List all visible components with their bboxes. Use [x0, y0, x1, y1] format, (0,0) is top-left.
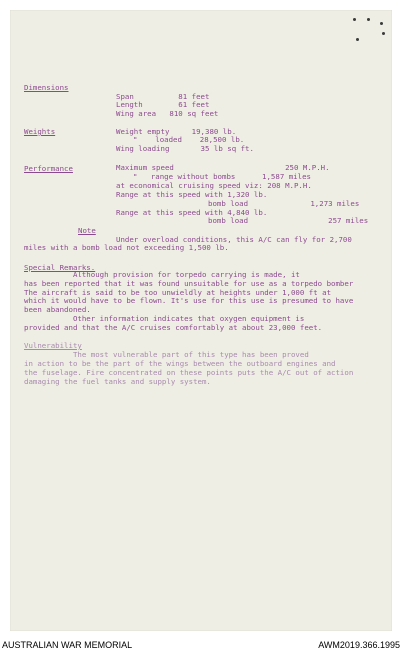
performance-economical: at economical cruising speed viz: 208 M.P.H.: [116, 181, 312, 190]
vulnerability-line: The most vulnerable part of this type has been proved: [24, 350, 309, 359]
special-remarks-line: provided and that the A/C cruises comfortably at about 23,000 feet.: [24, 323, 323, 332]
punch-hole: [353, 18, 356, 21]
performance-heading: Performance: [24, 164, 73, 173]
performance-bomb-load-1: bomb load 1,273 miles: [208, 199, 360, 208]
note-line-1: Under overload conditions, this A/C can fly for 2,700: [116, 235, 352, 244]
performance-max-speed: Maximum speed 250 M.P.H.: [116, 163, 330, 172]
performance-bomb-load-2: bomb load 257 miles: [208, 216, 369, 225]
special-remarks-line: been abandoned.: [24, 305, 91, 314]
vulnerability-heading: Vulnerability: [24, 341, 82, 350]
dimensions-length: Length 61 feet: [116, 100, 210, 109]
weights-loaded: " loaded 28,500 lb.: [133, 135, 245, 144]
performance-range-no-bombs: " range without bombs 1,587 miles: [133, 172, 311, 181]
punch-hole: [382, 32, 385, 35]
dimensions-heading: Dimensions: [24, 83, 69, 92]
special-remarks-line: Although provision for torpedo carrying is made, it: [24, 270, 300, 279]
performance-range-4840: Range at this speed with 4,840 lb.: [116, 208, 268, 217]
vulnerability-line: damaging the fuel tanks and supply system.: [24, 377, 211, 386]
weights-heading: Weights: [24, 127, 56, 136]
dimensions-span: Span 81 feet: [116, 92, 210, 101]
dimensions-wing-area: Wing area 810 sq feet: [116, 109, 219, 118]
punch-hole: [356, 38, 359, 41]
special-remarks-line: has been reported that it was found unsuitable for use as a torpedo bomber: [24, 279, 354, 288]
punch-hole: [380, 22, 383, 25]
footer-accession-number: AWM2019.366.1995: [318, 640, 400, 650]
punch-hole: [367, 18, 370, 21]
note-line-2: miles with a bomb load not exceeding 1,500 lb.: [24, 243, 229, 252]
performance-range-1320: Range at this speed with 1,320 lb.: [116, 190, 268, 199]
special-remarks-heading: Special Remarks.: [24, 263, 96, 272]
special-remarks-line: which it would have to be flown. It's use for this use is presumed to have: [24, 296, 354, 305]
footer-credit: AUSTRALIAN WAR MEMORIAL: [2, 640, 133, 650]
weights-wing-loading: Wing loading 35 lb sq ft.: [116, 144, 254, 153]
weights-empty: Weight empty 19,380 lb.: [116, 127, 237, 136]
special-remarks-line: The aircraft is said to be too unwieldly at heights under 1,000 ft at: [24, 288, 332, 297]
special-remarks-line: Other information indicates that oxygen equipment is: [24, 314, 305, 323]
vulnerability-line: in action to be the part of the wings between the outboard engines and: [24, 359, 336, 368]
vulnerability-line: the fuselage. Fire concentrated on these points puts the A/C out of action: [24, 368, 354, 377]
note-heading: Note: [78, 226, 96, 235]
